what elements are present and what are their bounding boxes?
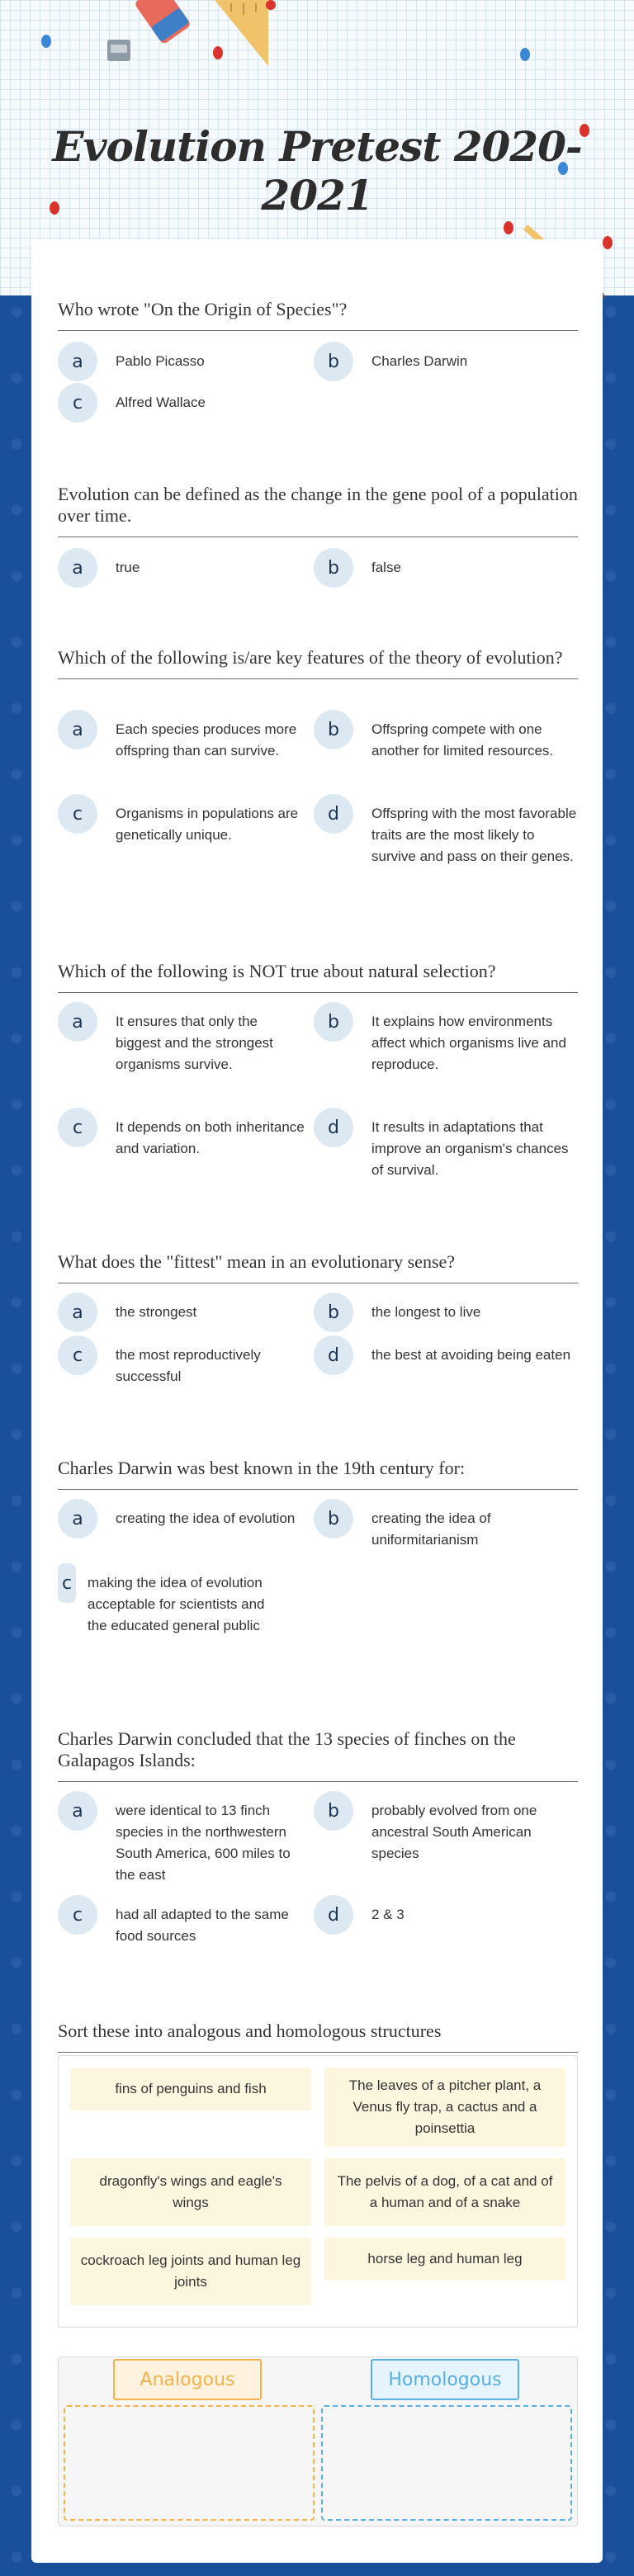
draggable-item[interactable]: fins of penguins and fish (70, 2068, 311, 2110)
confetti-dot (520, 48, 530, 61)
option-text: were identical to 13 finch species in the northwestern South America, 600 miles to the east (116, 1803, 291, 1883)
option-letter: a (58, 1002, 97, 1042)
option-c[interactable] (58, 383, 305, 423)
sort-drop-area (58, 2356, 578, 2526)
question-text: Which of the following is NOT true about natural selection? (58, 961, 578, 993)
option-c[interactable] (58, 794, 305, 846)
question-text: Who wrote "On the Origin of Species"? (58, 299, 578, 331)
option-b[interactable] (314, 342, 578, 381)
question-text: Charles Darwin concluded that the 13 species of finches on the Galapagos Islands: (58, 1728, 578, 1782)
option-text: the strongest (116, 1304, 197, 1320)
option-b[interactable] (314, 710, 578, 762)
homologous-drop-zone[interactable] (321, 2405, 572, 2521)
option-letter: c (58, 1335, 97, 1375)
option-a[interactable] (58, 1499, 305, 1539)
draggable-item[interactable]: horse leg and human leg (324, 2238, 565, 2281)
option-letter: c (58, 383, 97, 423)
sort-items-container (58, 2055, 578, 2328)
question-5 (58, 1251, 578, 1384)
option-text: Organisms in populations are genetically unique. (116, 806, 299, 843)
option-text: Alfred Wallace (116, 395, 206, 410)
analogous-label: Analogous (113, 2359, 262, 2400)
option-a[interactable] (58, 342, 305, 381)
confetti-dot (41, 35, 51, 48)
option-letter: d (314, 1108, 353, 1147)
page-title: Evolution Pretest 2020-2021 (52, 122, 582, 220)
option-text: It results in adaptations that improve an organism's chances of survival. (371, 1119, 569, 1178)
option-text: creating the idea of uniformitarianism (371, 1510, 491, 1548)
option-c[interactable] (58, 1108, 305, 1160)
option-letter: b (314, 1002, 353, 1042)
option-text: making the idea of evolution acceptable for scientists and the educated general public (88, 1575, 265, 1633)
question-3 (58, 647, 578, 864)
draggable-item[interactable]: The leaves of a pitcher plant, a Venus fly trap, a cactus and a poinsettia (324, 2068, 565, 2147)
question-text: What does the "fittest" mean in an evolutionary sense? (58, 1251, 578, 1283)
option-letter: b (314, 548, 353, 588)
school-supplies-illustration (91, 0, 281, 74)
draggable-item[interactable]: cockroach leg joints and human leg joints (70, 2238, 311, 2305)
confetti-dot (213, 46, 223, 59)
question-text: Evolution can be defined as the change in the gene pool of a population over time. (58, 484, 578, 537)
option-b[interactable] (314, 1499, 578, 1551)
option-text: 2 & 3 (371, 1907, 405, 1922)
question-4 (58, 961, 578, 1178)
option-text: the most reproductively successful (116, 1347, 261, 1384)
option-text: It depends on both inheritance and variation. (116, 1119, 305, 1156)
sharpener-icon (107, 40, 130, 61)
option-letter: a (58, 1791, 97, 1831)
option-d[interactable] (314, 1895, 578, 1935)
worksheet-card (31, 239, 603, 2563)
question-1 (58, 299, 578, 414)
option-letter: c (58, 1108, 97, 1147)
analogous-drop-zone[interactable] (64, 2405, 315, 2521)
option-letter: a (58, 342, 97, 381)
option-text: Offspring with the most favorable traits are the most likely to survive and pass on their genes. (371, 806, 577, 864)
option-letter: b (314, 710, 353, 749)
ruler-icon (215, 0, 268, 66)
option-b[interactable] (314, 1293, 578, 1332)
option-letter: a (58, 548, 97, 588)
option-c[interactable] (58, 1563, 305, 1637)
draggable-item[interactable]: The pelvis of a dog, of a cat and of a human and of a snake (324, 2158, 565, 2226)
question-text: Sort these into analogous and homologous structures (58, 2021, 578, 2053)
option-a[interactable] (58, 548, 305, 588)
option-text: Charles Darwin (371, 353, 468, 369)
option-text: It explains how environments affect which organisms live and reproduce. (371, 1014, 566, 1072)
question-2 (58, 484, 578, 579)
option-a[interactable] (58, 710, 305, 762)
option-letter: a (58, 710, 97, 749)
option-text: the longest to live (371, 1304, 481, 1320)
option-d[interactable] (314, 794, 578, 867)
confetti-dot (266, 0, 276, 10)
option-text: Offspring compete with one another for limited resources. (371, 721, 554, 759)
option-letter: d (314, 1335, 353, 1375)
option-text: false (371, 560, 401, 575)
option-b[interactable] (314, 1791, 578, 1865)
option-letter: c (58, 1895, 97, 1935)
option-text: true (116, 560, 140, 575)
option-b[interactable] (314, 548, 578, 588)
question-6 (58, 1458, 578, 1633)
option-text: It ensures that only the biggest and the strongest organisms survive. (116, 1014, 273, 1072)
option-b[interactable] (314, 1002, 578, 1075)
option-text: the best at avoiding being eaten (371, 1347, 571, 1363)
option-letter: c (58, 794, 97, 834)
option-letter: a (58, 1499, 97, 1539)
option-text: creating the idea of evolution (116, 1510, 296, 1526)
confetti-dot (504, 221, 513, 234)
homologous-label: Homologous (371, 2359, 519, 2400)
option-a[interactable] (58, 1791, 305, 1886)
option-text: Pablo Picasso (116, 353, 205, 369)
option-a[interactable] (58, 1002, 305, 1075)
option-text: had all adapted to the same food sources (116, 1907, 289, 1944)
option-letter: b (314, 1791, 353, 1831)
sort-question (58, 2021, 578, 2053)
question-text: Charles Darwin was best known in the 19th century for: (58, 1458, 578, 1490)
option-letter: b (314, 1499, 353, 1539)
draggable-item[interactable]: dragonfly's wings and eagle's wings (70, 2158, 311, 2226)
option-letter: b (314, 342, 353, 381)
option-text: probably evolved from one ancestral South American species (371, 1803, 537, 1861)
question-text: Which of the following is/are key features of the theory of evolution? (58, 647, 578, 679)
option-letter: d (314, 794, 353, 834)
option-letter: c (58, 1563, 76, 1603)
option-c[interactable] (58, 1895, 305, 1947)
option-letter: b (314, 1293, 353, 1332)
option-a[interactable] (58, 1293, 305, 1332)
option-text: Each species produces more offspring than can survive. (116, 721, 297, 759)
eraser-icon (134, 0, 192, 45)
option-letter: a (58, 1293, 97, 1332)
option-letter: d (314, 1895, 353, 1935)
question-7 (58, 1728, 578, 1944)
option-d[interactable] (314, 1108, 578, 1181)
option-d[interactable] (314, 1335, 578, 1375)
option-c[interactable] (58, 1335, 305, 1387)
